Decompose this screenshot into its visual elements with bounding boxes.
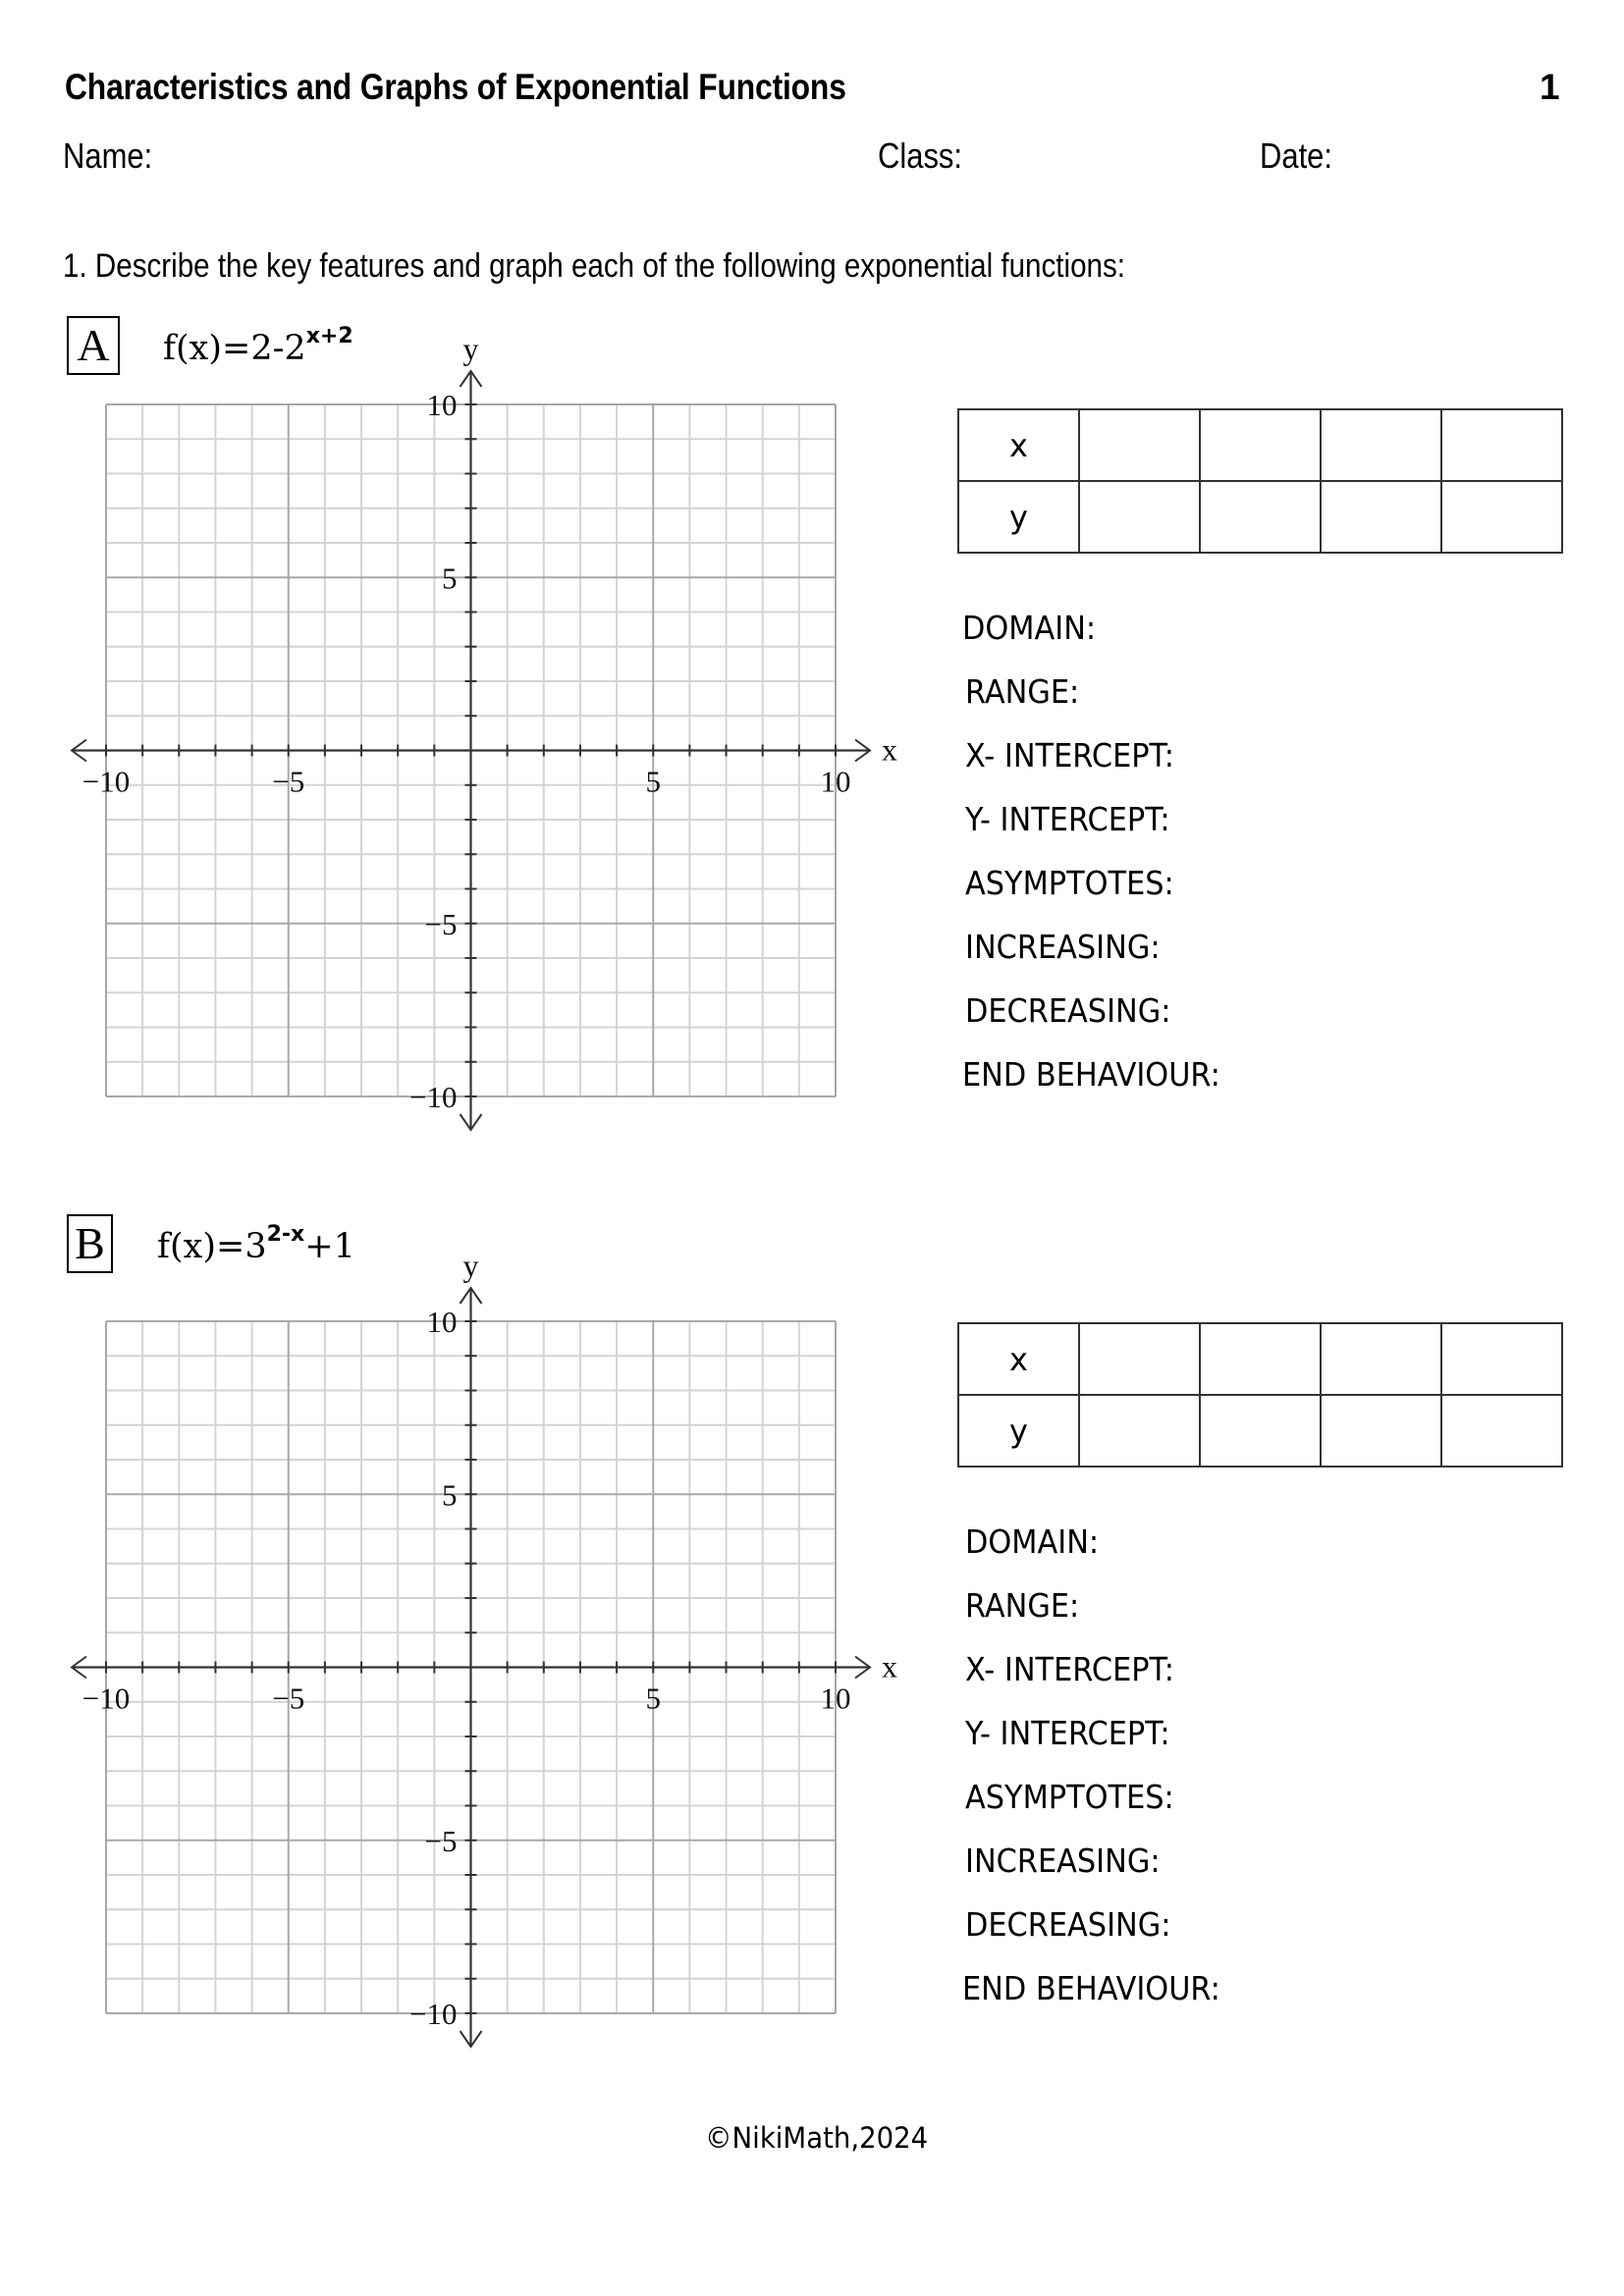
table-cell[interactable] — [1321, 409, 1441, 481]
xy-table — [957, 1322, 1563, 1468]
x-axis-label: x — [882, 1648, 897, 1684]
feature-decreasing: DECREASING: — [965, 991, 1171, 1030]
table-cell[interactable] — [1079, 1395, 1200, 1467]
feature-end-behaviour: END BEHAVIOUR: — [962, 1055, 1220, 1094]
row-header-x: x — [958, 409, 1079, 481]
table-cell[interactable] — [1200, 481, 1321, 553]
worksheet-title: Characteristics and Graphs of Exponential Functions — [65, 67, 846, 107]
x-tick-label: −10 — [81, 1681, 131, 1716]
x-tick-label: 10 — [820, 764, 851, 799]
y-tick-label: −5 — [424, 1823, 458, 1858]
y-axis-label: y — [462, 1248, 479, 1283]
y-tick-label: −10 — [409, 1080, 458, 1114]
page-number: 1 — [1540, 67, 1560, 107]
x-tick-label: −10 — [81, 764, 131, 799]
question-prompt: 1. Describe the key features and graph each of the following exponential functions: — [63, 247, 1126, 285]
formula-suffix: +1 — [304, 1227, 355, 1266]
feature-x-intercept: X- INTERCEPT: — [965, 1650, 1174, 1688]
x-tick-label: 5 — [645, 764, 661, 799]
feature-end-behaviour: END BEHAVIOUR: — [962, 1969, 1220, 2007]
formula-base: f(x)=3 — [157, 1227, 267, 1266]
name-label: Name: — [63, 135, 153, 176]
y-tick-label: −5 — [424, 906, 458, 941]
table-cell[interactable] — [1441, 409, 1562, 481]
table-row-x — [958, 1323, 1562, 1395]
xy-table — [957, 408, 1563, 554]
row-header-y: y — [958, 1395, 1079, 1467]
feature-asymptotes: ASYMPTOTES: — [965, 864, 1174, 902]
table-cell[interactable] — [1200, 409, 1321, 481]
table-cell[interactable] — [1441, 481, 1562, 553]
problem-letter: A — [77, 320, 110, 370]
feature-range: RANGE: — [965, 672, 1080, 711]
formula-exponent: x+2 — [305, 324, 353, 349]
feature-y-intercept: Y- INTERCEPT: — [965, 1714, 1170, 1752]
feature-decreasing: DECREASING: — [965, 1905, 1171, 1944]
table-row-x — [958, 409, 1562, 481]
x-axis-label: x — [882, 731, 897, 768]
feature-x-intercept: X- INTERCEPT: — [965, 736, 1174, 774]
feature-y-intercept: Y- INTERCEPT: — [965, 800, 1170, 838]
table-cell[interactable] — [1321, 481, 1441, 553]
feature-domain: DOMAIN: — [965, 1522, 1100, 1561]
row-header-y: y — [958, 481, 1079, 553]
formula-exponent: 2-x — [266, 1222, 305, 1248]
row-header-x: x — [958, 1323, 1079, 1395]
feature-increasing: INCREASING: — [965, 928, 1161, 966]
table-cell[interactable] — [1079, 409, 1200, 481]
copyright-footer: ©NikiMath,2024 — [705, 2121, 929, 2155]
table-cell[interactable] — [1200, 1395, 1321, 1467]
table-cell[interactable] — [1321, 1323, 1441, 1395]
y-axis-label: y — [462, 331, 479, 366]
x-tick-label: −5 — [272, 764, 305, 799]
formula-base: f(x)=2-2 — [163, 329, 306, 368]
date-label: Date: — [1260, 135, 1333, 176]
table-row-y — [958, 1395, 1562, 1467]
y-tick-label: −10 — [409, 1997, 458, 2031]
x-tick-label: 10 — [820, 1681, 851, 1716]
table-cell[interactable] — [1321, 1395, 1441, 1467]
table-row-y — [958, 481, 1562, 553]
table-cell[interactable] — [1441, 1323, 1562, 1395]
x-tick-label: −5 — [272, 1681, 305, 1716]
feature-increasing: INCREASING: — [965, 1842, 1161, 1880]
feature-domain: DOMAIN: — [962, 609, 1097, 647]
table-cell[interactable] — [1441, 1395, 1562, 1467]
problem-letter: B — [75, 1218, 105, 1268]
class-label: Class: — [878, 135, 963, 176]
y-tick-label: 5 — [442, 1477, 458, 1513]
x-tick-label: 5 — [645, 1681, 661, 1716]
y-tick-label: 10 — [426, 388, 458, 422]
feature-asymptotes: ASYMPTOTES: — [965, 1778, 1174, 1816]
table-cell[interactable] — [1079, 481, 1200, 553]
y-tick-label: 10 — [426, 1305, 458, 1339]
y-tick-label: 5 — [442, 561, 458, 596]
table-cell[interactable] — [1200, 1323, 1321, 1395]
table-cell[interactable] — [1079, 1323, 1200, 1395]
feature-range: RANGE: — [965, 1586, 1080, 1625]
